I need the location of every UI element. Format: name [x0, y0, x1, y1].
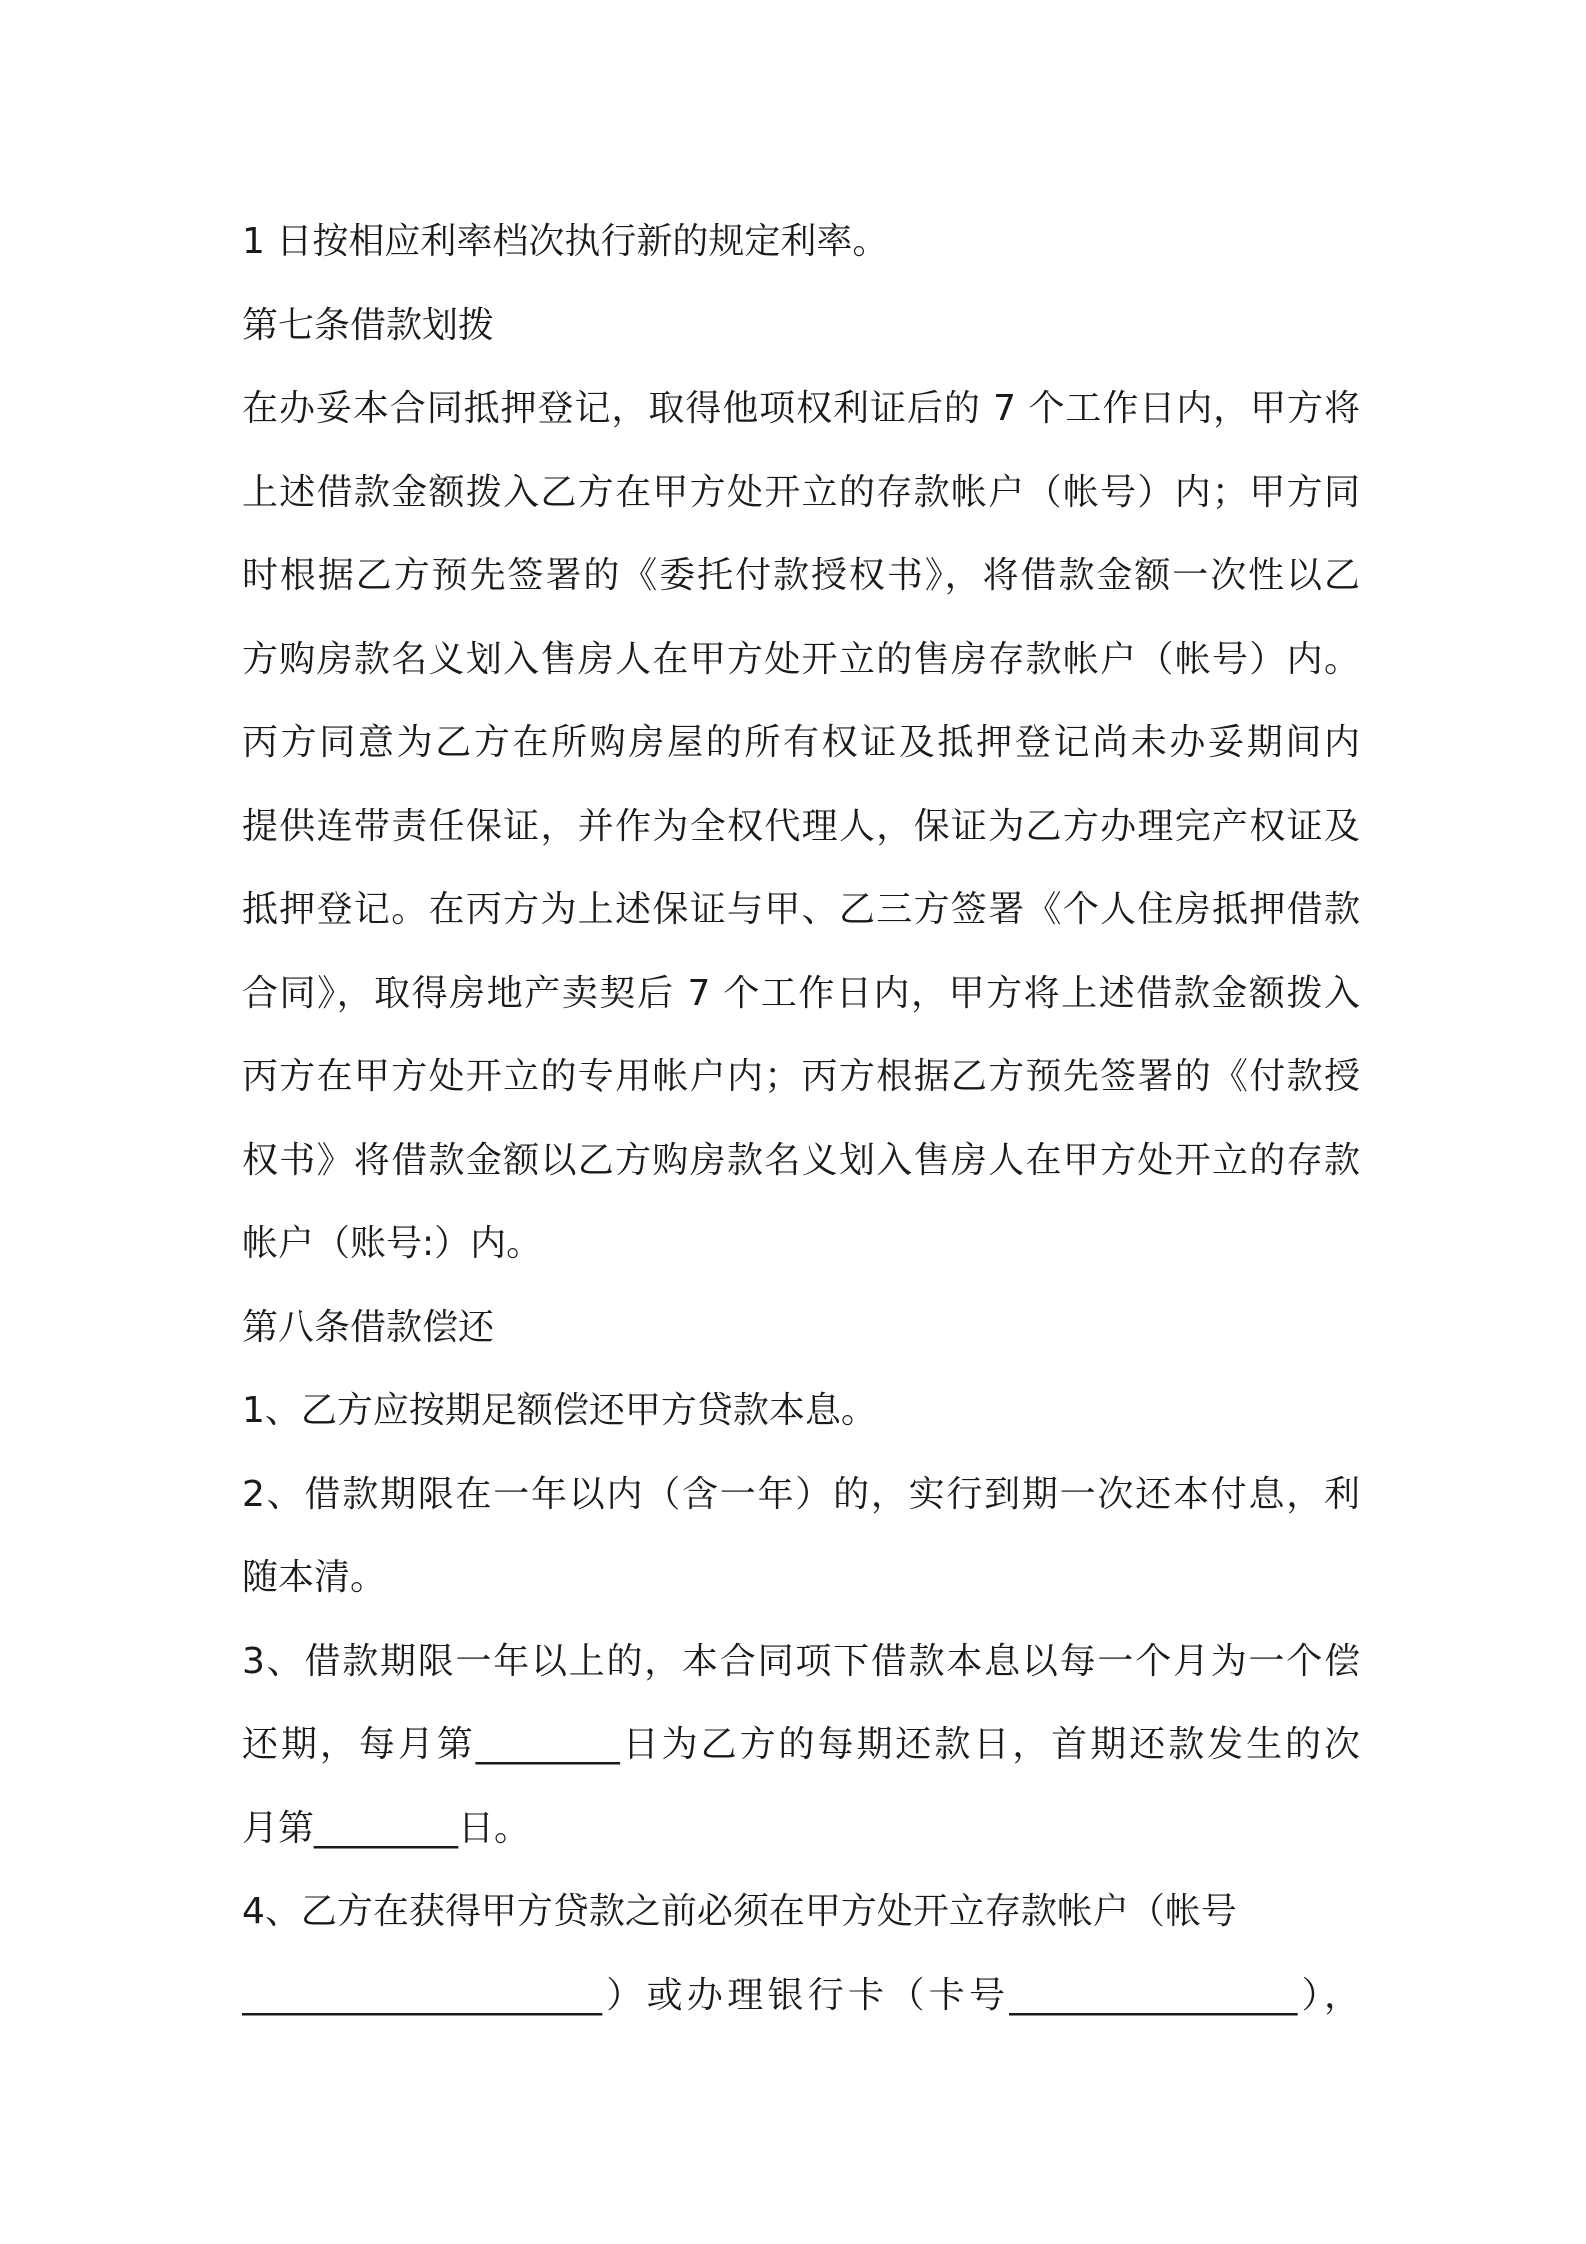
document-line: 合同》，取得房地产卖契后 7 个工作日内，甲方将上述借款金额拨入: [242, 972, 1360, 1014]
document-body: [242, 200, 1360, 2037]
document-line: 4、乙方在获得甲方贷款之前必须在甲方处开立存款帐户（帐号: [242, 1891, 1237, 1932]
document-line: 帐户（账号:）内。: [242, 1223, 543, 1264]
document-line: 上述借款金额拨入乙方在甲方处开立的存款帐户（帐号）内；甲方同: [242, 471, 1360, 513]
document-line: 权书》将借款金额以乙方购房款名义划入售房人在甲方处开立的存款: [242, 1139, 1360, 1181]
document-line: 第八条借款偿还: [242, 1306, 495, 1348]
document-line: 2、借款期限在一年以内（含一年）的，实行到期一次还本付息，利: [242, 1473, 1360, 1515]
document-line: 抵押登记。在丙方为上述保证与甲、乙三方签署《个人住房抵押借款: [242, 889, 1360, 930]
document-line: 时根据乙方预先签署的《委托付款授权书》，将借款金额一次性以乙: [242, 555, 1360, 596]
document-line: ____________________）或办理银行卡（卡号________________），: [242, 1974, 1360, 2016]
document-line: 丙方在甲方处开立的专用帐户内；丙方根据乙方预先签署的《付款授: [242, 1056, 1360, 1097]
document-line: 3、借款期限一年以上的，本合同项下借款本息以每一个月为一个偿: [242, 1640, 1360, 1682]
document-line: 在办妥本合同抵押登记，取得他项权利证后的 7 个工作日内，甲方将: [242, 388, 1360, 429]
document-line: 月第________日。: [242, 1807, 531, 1849]
document-line: 第七条借款划拨: [242, 304, 495, 346]
document-line: 1 日按相应利率档次执行新的规定利率。: [242, 221, 889, 262]
document-line: 丙方同意为乙方在所购房屋的所有权证及抵押登记尚未办妥期间内: [242, 722, 1360, 763]
document-line: 还期，每月第________日为乙方的每期还款日，首期还款发生的次: [242, 1724, 1360, 1765]
document-line: 随本清。: [242, 1557, 387, 1598]
document-line: 方购房款名义划入售房人在甲方处开立的售房存款帐户（帐号）内。: [242, 638, 1360, 680]
document-line: 1、乙方应按期足额偿还甲方贷款本息。: [242, 1390, 877, 1431]
document-line: 提供连带责任保证，并作为全权代理人，保证为乙方办理完产权证及: [242, 805, 1360, 847]
